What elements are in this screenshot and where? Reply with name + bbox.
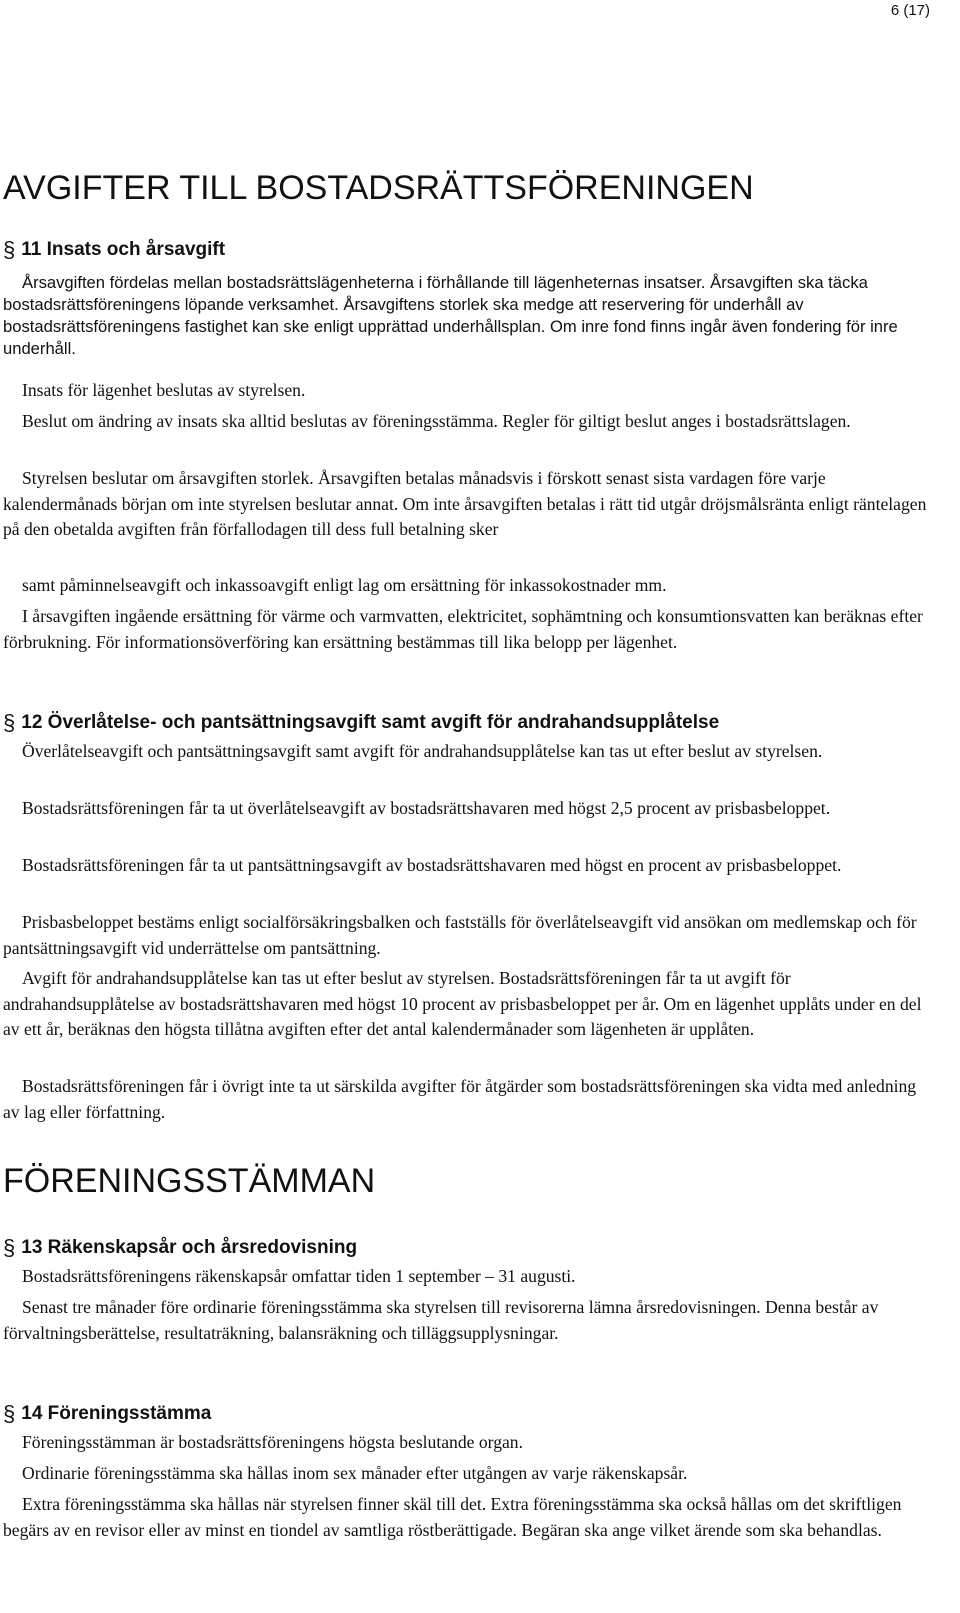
s14-paragraph-2: Ordinarie föreningsstämma ska hållas inom sex månader efter utgången av varje räkenskapsår. — [22, 1463, 688, 1483]
s11-paragraph-5: samt påminnelseavgift och inkassoavgift enligt lag om ersättning för inkassokostnader mm. — [22, 575, 667, 595]
s11-paragraph-4: Styrelsen beslutar om årsavgiften storlek. Årsavgiften betalas månadsvis i förskott senast sista vardagen före varje kalendermånads början om inte styrelsen beslutar annat. Om inte årsavgiften betalas i rätt tid utgår dröjsmålsränta enligt räntelagen på den obetalda avgiften från förfallodagen till dess full betalning sker — [3, 468, 927, 539]
s11-paragraph-1: Årsavgiften fördelas mellan bostadsrättslägenheterna i förhållande till lägenheternas insatser. Årsavgiften ska täcka bostadsrättsföreningens löpande verksamhet. Årsavgiftens storlek ska medge att reservering för underhåll av bostadsrättsföreningens fastighet kan ske enligt upprättad underhållsplan. Om inre fond finns ingår även fondering för inre underhåll. — [3, 273, 898, 358]
s11-paragraph-2: Insats för lägenhet beslutas av styrelsen. — [22, 380, 306, 400]
s14-paragraph-3: Extra föreningsstämma ska hållas när styrelsen finner skäl till det. Extra föreningsstämma ska också hållas om det skriftligen begärs av en revisor eller av minst en tiondel av samtliga röstberättigade. Begäran ska ange vilket ärende som ska behandlas. — [3, 1494, 902, 1540]
chapter-title-avgifter: AVGIFTER TILL BOSTADSRÄTTSFÖRENINGEN — [3, 169, 754, 207]
section-sign-icon: § — [3, 710, 16, 735]
section-heading-14-text: 14 Föreningsstämma — [21, 1403, 212, 1424]
section-heading-13-text: 13 Räkenskapsår och årsredovisning — [21, 1237, 358, 1258]
s12-paragraph-4: Prisbasbeloppet bestäms enligt socialförsäkringsbalken och fastställs för överlåtelseavgift vid ansökan om medlemskap och för pantsättningsavgift vid underrättelse om pantsättning. — [3, 912, 917, 958]
s13-paragraph-1: Bostadsrättsföreningens räkenskapsår omfattar tiden 1 september – 31 augusti. — [22, 1266, 576, 1286]
page-number: 6 (17) — [890, 2, 930, 19]
section-heading-12-text: 12 Överlåtelse- och pantsättningsavgift samt avgift för andrahandsupplåtelse — [21, 712, 720, 733]
section-heading-12 — [3, 708, 719, 734]
s12-paragraph-1: Överlåtelseavgift och pantsättningsavgift samt avgift för andrahandsupplåtelse kan tas ut efter beslut av styrelsen. — [22, 741, 823, 761]
s12-paragraph-6: Bostadsrättsföreningen får i övrigt inte ta ut särskilda avgifter för åtgärder som bostadsrättsföreningen ska vidta med anledning av lag eller författning. — [3, 1076, 917, 1122]
s12-paragraph-3: Bostadsrättsföreningen får ta ut pantsättningsavgift av bostadsrättshavaren med högst en procent av prisbasbeloppet. — [22, 855, 842, 875]
section-heading-11 — [3, 235, 225, 261]
section-heading-13 — [3, 1233, 357, 1259]
s11-paragraph-3: Beslut om ändring av insats ska alltid beslutas av föreningsstämma. Regler för giltigt beslut anges i bostadsrättslagen. — [22, 411, 851, 431]
chapter-title-foreningsstamman: FÖRENINGSSTÄMMAN — [3, 1162, 376, 1200]
section-sign-icon: § — [3, 1401, 16, 1426]
s12-paragraph-2: Bostadsrättsföreningen får ta ut överlåtelseavgift av bostadsrättshavaren med högst 2,5 procent av prisbasbeloppet. — [22, 798, 831, 818]
section-heading-14 — [3, 1399, 211, 1425]
section-sign-icon: § — [3, 237, 16, 262]
section-sign-icon: § — [3, 1235, 16, 1260]
s14-paragraph-1: Föreningsstämman är bostadsrättsföreningens högsta beslutande organ. — [22, 1432, 523, 1452]
s12-paragraph-5: Avgift för andrahandsupplåtelse kan tas ut efter beslut av styrelsen. Bostadsrättsföreningen får ta ut avgift för andrahandsupplåtelse av bostadsrättshavaren med högst 10 procent av prisbasbeloppet per år. Om en lägenhet upplåts under en del av ett år, beräknas den högsta tillåtna avgiften efter det antal kalendermånader som lägenheten är upplåten. — [3, 968, 922, 1039]
s11-paragraph-6: I årsavgiften ingående ersättning för värme och varmvatten, elektricitet, sophämtning och konsumtionsvatten kan beräknas efter förbrukning. För informationsöverföring kan ersättning bestämmas till lika belopp per lägenhet. — [3, 606, 923, 652]
s13-paragraph-2: Senast tre månader före ordinarie föreningsstämma ska styrelsen till revisorerna lämna årsredovisningen. Denna består av förvaltningsberättelse, resultaträkning, balansräkning och tilläggsupplysningar. — [3, 1297, 879, 1343]
section-heading-11-text: 11 Insats och årsavgift — [21, 239, 226, 260]
